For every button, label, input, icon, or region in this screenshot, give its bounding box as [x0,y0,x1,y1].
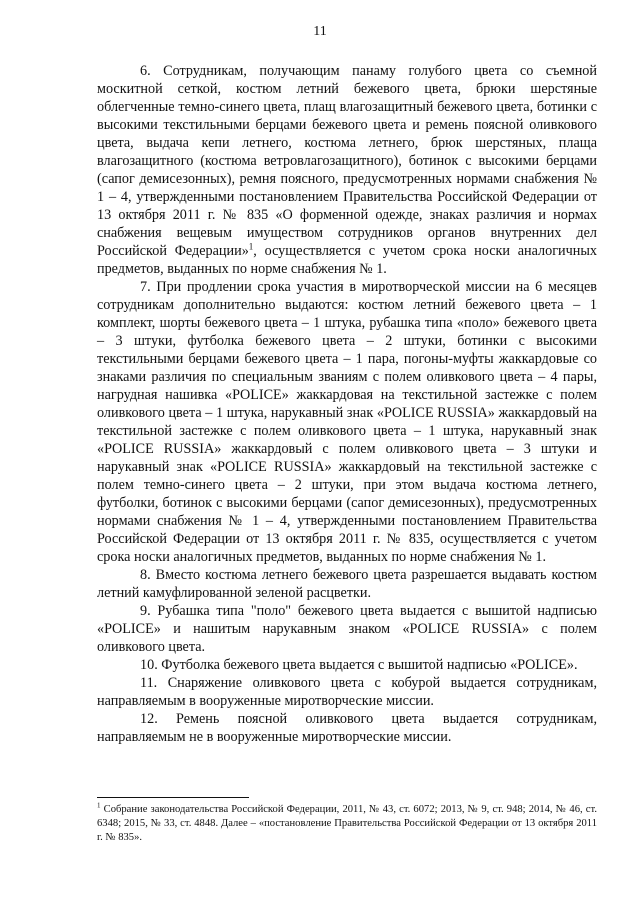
paragraph-6-text: 6. Сотрудникам, получающим панаму голубого цвета со съемной москитной сеткой, костюм летний бежевого цвета, брюки шерстяные облегченные темно-синего цвета, плащ влагозащитный бежевого цвета, ботинки с высокими текстильными берцами бежевого цвета и ремень поясной оливкового цвета, выдача кепи летнего, костюма летнего, брюк шерстяных, плаща влагозащитного (костюма ветровлагозащитного), ботинок с высокими берцами (сапог демисезонных), ремня поясного, предусмотренных нормами снабжения № 1 – 4, утвержденными постановлением Правительства Российской Федерации от 13 октября 2011 г. № 835 «О форменной одежде, знаках различия и нормах снабжения вещевым имуществом сотрудников органов внутренних дел Российской Федерации» [97,63,597,259]
paragraph-9: 9. Рубашка типа "поло" бежевого цвета выдается с вышитой надписью «POLICE» и нашитым нарукавным знаком «POLICE RUSSIA» с полем оливкового цвета. [97,603,597,655]
paragraph-6-text-continued: , осуществляется с учетом срока носки аналогичных предметов, выданных по норме снабжения № 1. [97,243,597,277]
paragraph-8: 8. Вместо костюма летнего бежевого цвета разрешается выдавать костюм летний камуфлированной зеленой расцветки. [97,567,597,601]
footnote-divider [97,797,249,798]
paragraph-6 [97,62,597,278]
footnote [97,803,597,845]
page-number: 11 [313,24,327,39]
document-body [97,62,597,746]
footnote-reference[interactable]: 1 [248,241,254,252]
footnote-text: Собрание законодательства Российской Федерации, 2011, № 43, ст. 6072; 2013, № 9, ст. 948; 2014, № 46, ст. 6348; 2015, № 33, ст. 4848. Далее – «постановление Правительства Российской Федерации от 13 октября 2011 г. № 835». [97,804,597,843]
paragraph-11: 11. Снаряжение оливкового цвета с кобурой выдается сотрудникам, направляемым в вооруженные миротворческие миссии. [97,675,597,709]
paragraph-7: 7. При продлении срока участия в миротворческой миссии на 6 месяцев сотрудникам дополнительно выдаются: костюм летний бежевого цвета – 1 комплект, шорты бежевого цвета – 1 штука, рубашка типа «поло» бежевого цвета – 3 штуки, футболка бежевого цвета – 2 штуки, ботинки с высокими текстильными берцами бежевого цвета – 1 пара, погоны-муфты жаккардовые со знаками различия по специальным званиям с полем оливкового цвета – 4 пары, нагрудная нашивка «POLICE» жаккардовая на текстильной застежке с полем оливкового цвета – 1 штука, нарукавный знак «POLICE RUSSIA» жаккардовый на текстильной застежке с полем оливкового цвета – 1 штука, нарукавный знак «POLICE RUSSIA» жаккардовый с полем оливкового цвета – 3 штуки и нарукавный знак «POLICE RUSSIA» жаккардовый на текстильной застежке с полем темно-синего цвета – 2 штуки, при этом выдача костюма летнего, футболки, ботинок с высокими берцами (сапог демисезонных), предусмотренных нормами снабжения № 1 – 4, утвержденными постановлением Правительства Российской Федерации от 13 октября 2011 г. № 835, осуществляется с учетом срока носки аналогичных предметов, выданных по норме снабжения № 1. [97,279,597,565]
paragraph-12: 12. Ремень поясной оливкового цвета выдается сотрудникам, направляемым не в вооруженные миротворческие миссии. [97,711,597,745]
footnote-mark: 1 [97,801,101,810]
paragraph-10: 10. Футболка бежевого цвета выдается с вышитой надписью «POLICE». [140,657,578,673]
